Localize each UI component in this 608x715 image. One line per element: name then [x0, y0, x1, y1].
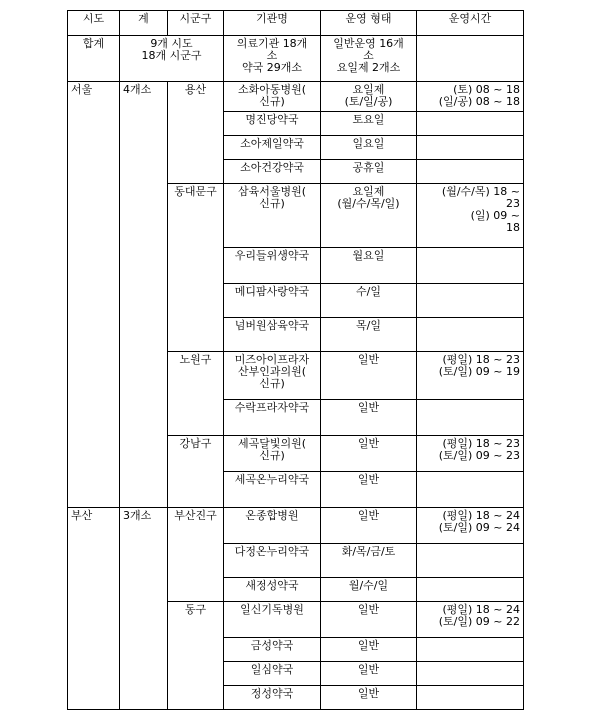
sido-seoul: 서울	[68, 82, 120, 508]
total-types: 일반운영 16개 소 요일제 2개소	[321, 36, 417, 82]
institution-cell: 정성약국	[224, 686, 321, 710]
header-row	[68, 11, 524, 36]
institution-cell: 미즈아이프라자 산부인과의원( 신규)	[224, 352, 321, 400]
hours-cell	[417, 136, 524, 160]
night-holiday-clinic-table	[67, 10, 524, 710]
header-gye: 계	[120, 11, 168, 36]
total-hours	[417, 36, 524, 82]
sido-busan: 부산	[68, 508, 120, 710]
institution-cell: 일신기독병원	[224, 602, 321, 638]
type-cell: 월/수/일	[321, 578, 417, 602]
hours-cell: (평일) 18 ~ 24 (토/일) 09 ~ 22	[417, 602, 524, 638]
hours-cell: (평일) 18 ~ 23 (토/일) 09 ~ 23	[417, 436, 524, 472]
total-row	[68, 36, 524, 82]
hours-cell	[417, 318, 524, 352]
institution-cell: 소아건강약국	[224, 160, 321, 184]
type-cell: 요일제 (토/일/공)	[321, 82, 417, 112]
institution-cell: 메디팜사랑약국	[224, 284, 321, 318]
type-cell: 일반	[321, 508, 417, 544]
hours-cell: (평일) 18 ~ 23 (토/일) 09 ~ 19	[417, 352, 524, 400]
type-cell: 월요일	[321, 248, 417, 284]
total-institutions: 의료기관 18개 소 약국 29개소	[224, 36, 321, 82]
institution-cell: 새정성약국	[224, 578, 321, 602]
header-operation-type: 운영 형태	[321, 11, 417, 36]
hours-cell: (월/수/목) 18 ~ 23 (일) 09 ~ 18	[417, 184, 524, 248]
institution-cell: 명진당약국	[224, 112, 321, 136]
hours-cell	[417, 400, 524, 436]
hours-cell	[417, 686, 524, 710]
hours-cell	[417, 160, 524, 184]
hours-cell	[417, 544, 524, 578]
hours-cell	[417, 112, 524, 136]
type-cell: 토요일	[321, 112, 417, 136]
sigungu-gangnam: 강남구	[168, 436, 224, 508]
institution-cell: 넘버원삼육약국	[224, 318, 321, 352]
type-cell: 일요일	[321, 136, 417, 160]
institution-cell: 일심약국	[224, 662, 321, 686]
sigungu-donggu: 동구	[168, 602, 224, 710]
hours-cell: (토) 08 ~ 18 (일/공) 08 ~ 18	[417, 82, 524, 112]
institution-cell: 세곡온누리약국	[224, 472, 321, 508]
institution-cell: 소화아동병원( 신규)	[224, 82, 321, 112]
hours-cell	[417, 248, 524, 284]
total-label: 합계	[68, 36, 120, 82]
type-cell: 일반	[321, 638, 417, 662]
type-cell: 요일제 (월/수/목/일)	[321, 184, 417, 248]
total-sido-count: 9개 시도 18개 시군구	[120, 36, 224, 82]
count-seoul: 4개소	[120, 82, 168, 508]
header-institution: 기관명	[224, 11, 321, 36]
institution-cell: 소아제일약국	[224, 136, 321, 160]
hours-cell	[417, 638, 524, 662]
hours-cell	[417, 284, 524, 318]
institution-cell: 수락프라자약국	[224, 400, 321, 436]
count-busan: 3개소	[120, 508, 168, 710]
header-sido: 시도	[68, 11, 120, 36]
institution-cell: 온종합병원	[224, 508, 321, 544]
type-cell: 목/일	[321, 318, 417, 352]
table-row	[68, 82, 524, 112]
type-cell: 일반	[321, 436, 417, 472]
hours-cell: (평일) 18 ~ 24 (토/일) 09 ~ 24	[417, 508, 524, 544]
institution-cell: 다정온누리약국	[224, 544, 321, 578]
type-cell: 공휴일	[321, 160, 417, 184]
institution-cell: 금성약국	[224, 638, 321, 662]
type-cell: 일반	[321, 400, 417, 436]
type-cell: 화/목/금/토	[321, 544, 417, 578]
sigungu-busanjin: 부산진구	[168, 508, 224, 602]
type-cell: 일반	[321, 352, 417, 400]
institution-cell: 삼육서울병원( 신규)	[224, 184, 321, 248]
type-cell: 일반	[321, 662, 417, 686]
hours-cell	[417, 662, 524, 686]
sigungu-dongdaemun: 동대문구	[168, 184, 224, 352]
header-sigungu: 시군구	[168, 11, 224, 36]
hours-cell	[417, 472, 524, 508]
type-cell: 수/일	[321, 284, 417, 318]
institution-cell: 세곡달빛의원( 신규)	[224, 436, 321, 472]
type-cell: 일반	[321, 686, 417, 710]
type-cell: 일반	[321, 602, 417, 638]
type-cell: 일반	[321, 472, 417, 508]
sigungu-nowon: 노원구	[168, 352, 224, 436]
hours-cell	[417, 578, 524, 602]
sigungu-yongsan: 용산	[168, 82, 224, 184]
header-operation-hours: 운영시간	[417, 11, 524, 36]
institution-cell: 우리들위생약국	[224, 248, 321, 284]
table-row	[68, 508, 524, 544]
